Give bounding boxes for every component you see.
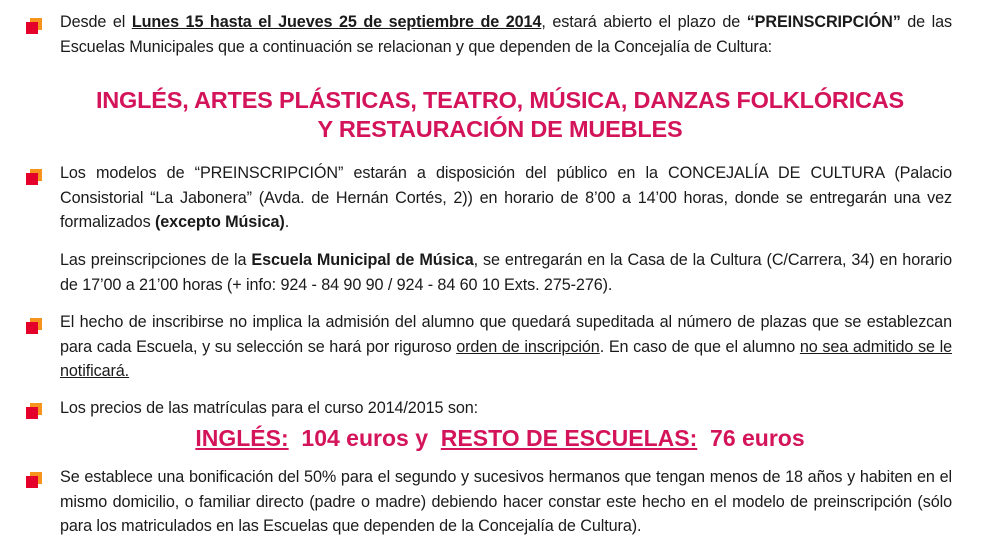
music-school-paragraph bbox=[60, 248, 952, 297]
text: , estará abierto el plazo de bbox=[541, 13, 747, 31]
bullet-icon bbox=[26, 173, 42, 189]
bullet-icon bbox=[26, 476, 42, 492]
schools-heading bbox=[0, 86, 1000, 144]
english-price-label: INGLÉS: bbox=[195, 425, 289, 451]
schools-heading-line1: INGLÉS, ARTES PLÁSTICAS, TEATRO, MÚSICA, DANZAS FOLKLÓRICAS bbox=[95, 87, 905, 113]
enrollment-order: orden de inscripción bbox=[456, 337, 600, 356]
notification-note: no sea admitido se le notificará. bbox=[60, 337, 952, 380]
preinscription-term: “PREINSCRIPCIÓN” bbox=[746, 13, 901, 31]
text: Las preinscripciones de la bbox=[60, 251, 252, 269]
text: , se entregarán en la Casa de la Cultura (C/Carrera, 34) en horario de 17’00 a 21’00 horas (+ info: 924 - 84 90 90 / 924 - 84 60 10 Exts. 275-276). bbox=[60, 251, 952, 294]
admission-paragraph bbox=[60, 310, 952, 384]
text: . bbox=[284, 213, 290, 231]
bullet-icon bbox=[26, 322, 42, 338]
text: El hecho de inscribirse no implica la admisión del alumno que quedará supeditada al número de plazas que se establezcan para cada Escuela, y su selección se hará por riguroso bbox=[60, 313, 952, 356]
registration-period-paragraph bbox=[60, 10, 952, 59]
bullet-icon bbox=[26, 22, 42, 38]
text: . En caso de que el alumno bbox=[599, 337, 800, 356]
schools-heading-line2: Y RESTAURACIÓN DE MUEBLES bbox=[317, 116, 683, 142]
music-school-name: Escuela Municipal de Música bbox=[251, 251, 474, 269]
text: de las Escuelas Municipales que a continuación se relacionan y que dependen de la Concejalía de Cultura: bbox=[60, 13, 952, 56]
other-schools-price-value: 76 euros bbox=[710, 425, 805, 451]
prices-intro-paragraph bbox=[60, 396, 952, 421]
text: Los modelos de “PREINSCRIPCIÓN” estarán a disposición del público en la CONCEJALÍA DE CULTURA (Palacio Consistorial “La Jabonera” (Avda. de Hernán Cortés, 2)) en horario de 8’00 a 14’00 horas, donde se entregarán una vez formalizados bbox=[60, 164, 952, 231]
english-price-value: 104 euros y bbox=[301, 425, 429, 451]
prices-line bbox=[0, 424, 1000, 452]
text: Desde el bbox=[60, 13, 132, 31]
music-exception: (excepto Música) bbox=[154, 213, 285, 231]
forms-availability-paragraph bbox=[60, 161, 952, 235]
date-range: Lunes 15 hasta el Jueves 25 de septiembre de 2014 bbox=[131, 13, 542, 31]
other-schools-price-label: RESTO DE ESCUELAS: bbox=[440, 425, 698, 451]
bullet-icon bbox=[26, 407, 42, 423]
text: Se establece una bonificación del 50% para el segundo y sucesivos hermanos que tengan menos de 18 años y habiten en el mismo domicilio, o familiar directo (padre o madre) debiendo hacer constar este hecho en el modelo de preinscripción (sólo para los matriculados en las Escuelas que dependen de la Concejalía de Cultura). bbox=[60, 468, 952, 535]
text: Los precios de las matrículas para el curso 2014/2015 son: bbox=[60, 399, 479, 417]
sibling-discount-paragraph bbox=[60, 465, 952, 539]
